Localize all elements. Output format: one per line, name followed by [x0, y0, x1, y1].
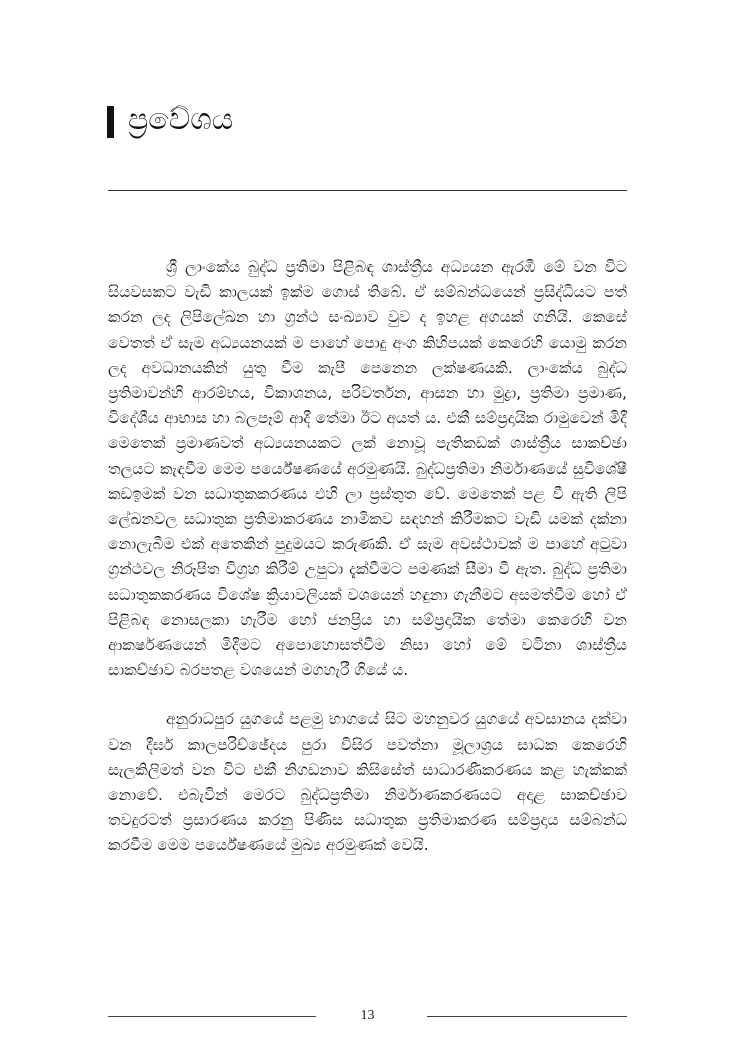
footer-divider-right — [427, 1016, 627, 1017]
heading-divider — [108, 190, 627, 191]
section-heading — [107, 100, 233, 140]
page-title: ප්‍රවේශය — [128, 102, 234, 137]
body-text — [108, 255, 627, 859]
paragraph-1: ශ්‍රී ලාංකේය බුද්ධ ප්‍රතිමා පිළිබඳ ශාස්ත්‍රීය අධ්‍යයන ඇරඹී මේ වන විට සියවසකට වැඩි කාලයක් ඉක්ම ගොස් තිබේ. ඒ සම්බන්ධයෙන් ප්‍රසිද්ධියට පත් කරන ලද ලිපිලේඛන හා ග්‍රන්ථ සංඛ්‍යාව වුව ද ඉහළ අගයක් ගනියි. කෙසේ වෙතත් ඒ සැම අධ්‍යයනයක් ම පාහේ පොදු අංග කිහිපයක් කෙරෙහි යොමු කරන ලද අවධානයකින් යුතු වීම කැපී පෙනෙන ලක්ෂණයකි. ලාංකේය බුද්ධ ප්‍රතිමාවන්හි ආරම්භය, විකාශනය, පරිවර්තන, ආසන හා මුද්‍රා, ප්‍රතිමා ප්‍රමාණ, විදේශීය ආභාස හා බලපෑම් ආදී තේමා ඊට අයත් ය. එකී සම්ප්‍රදායික රාමුවෙන් මිදී මෙතෙක් ප්‍රමාණවත් අධ්‍යයනයකට ලක් නොවූ පැතිකඩක් ශාස්ත්‍රීය සාකච්ඡා තලයට කැඳවීම මෙම පර්යේෂණයේ අරමුණයි. බුද්ධප්‍රතිමා නිර්මාණයේ සුවිශේෂී කඩඉමක් වන සධාතුකකරණය එහි ලා ප්‍රස්තුත වේ. මෙතෙක් පළ වී ඇති ලිපි ලේඛනවල සධාතුක ප්‍රතිමාකරණය නාමිකව සඳහන් කිරීමකට වැඩි යමක් දක්නා නොලැබීම එක් අතෙකින් පුදුමයට කරුණකි. ඒ සැම අවස්ථාවක් ම පාහේ අටුවා ග්‍රන්ථවල නිරූපිත විග්‍රහ කිරීම් උපුටා දැක්වීමට පමණක් සීමා වී ඇත. බුද්ධ ප්‍රතිමා සධාතුකකරණය විශේෂ ක්‍රියාවලියක් වශයෙන් හඳුනා ගැනීමට අසමත්වීම හෝ ඒ පිළිබඳ නොසලකා හැරීම හෝ ජනප්‍රිය හා සම්ප්‍රදායික තේමා කෙරෙහි වන ආකර්ෂණයෙන් මිදීමට අපොහොසත්වීම නිසා හෝ මේ වටිනා ශාස්ත්‍රීය සාකච්ඡාව බරපතළ වශයෙන් මගහැරී ගියේ ය. — [108, 258, 627, 680]
page-number: 13 — [360, 1008, 375, 1023]
paragraph-2: අනුරාධපුර යුගයේ පළමු භාගයේ සිට මහනුවර යුගයේ අවසානය දක්වා වන දීර්ඝ කාලපරිච්ඡේදය පුරා විසිර පවත්නා මූලාශ්‍රය සාධක කෙරෙහි සැලකිලිමත් වන විට එකී නිගඩනාව කිසිසේත් සාධාරණීකරණය කළ හැක්කක් නොවේ. එබැවින් මෙරට බුද්ධප්‍රතිමා නිර්මාණකරණයට අදාළ සාකච්ඡාව තවදුරටත් ප්‍රසාරණය කරනු පිණිස සධාතුක ප්‍රතිමාකරණ සම්ප්‍රදාය සම්බන්ධ කරවීම මෙම පර්යේෂණයේ මුඛ්‍ය අරමුණක් වෙයි. — [108, 710, 627, 855]
heading-accent-bar — [107, 106, 114, 138]
page-footer — [108, 1006, 627, 1026]
